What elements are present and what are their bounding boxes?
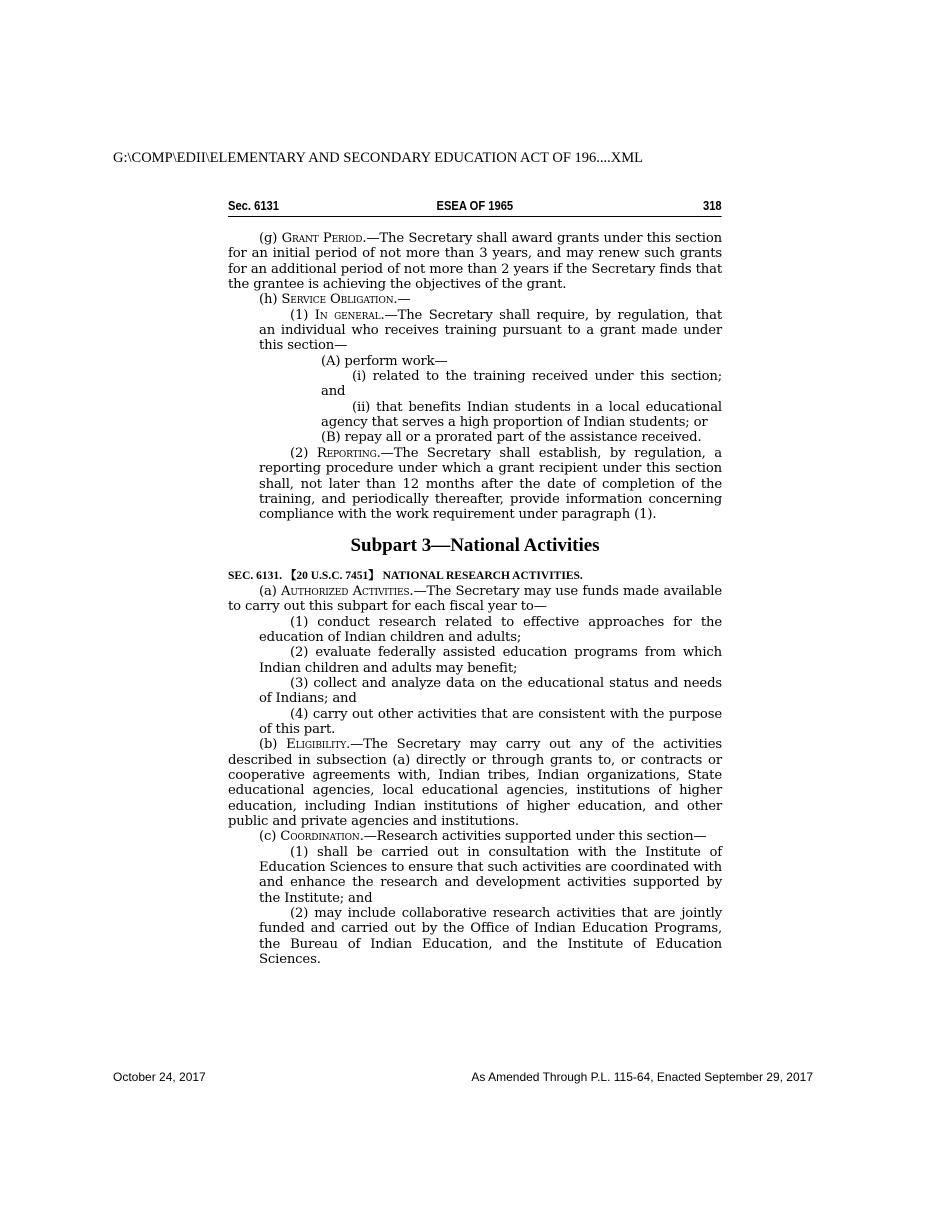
document-body (228, 231, 722, 967)
heading-service-obligation: Service Obligation (281, 292, 394, 308)
file-path: G:\COMP\EDII\ELEMENTARY AND SECONDARY EDUCATION ACT OF 196....XML (113, 150, 643, 166)
paragraph-h-2: (2) Reporting.—The Secretary shall establish, by regulation, a reporting procedure under which a grant recipient under this section shall, not later than 12 months after the date of completion of the training, and periodically thereafter, provide information concerning compliance with the work requirement under paragraph (1). (259, 445, 722, 523)
paragraph-c: (c) Coordination.—Research activities supported under this section— (259, 829, 707, 845)
footer-date: October 24, 2017 (113, 1070, 206, 1084)
header-page-number: 318 (702, 198, 722, 213)
heading-eligibility: Eligibility (286, 737, 347, 753)
paragraph-h-1: (1) In general.—The Secretary shall require, by regulation, that an individual who receives training pursuant to a grant made under this section— (259, 307, 722, 354)
paragraph-g: (g) Grant Period.—The Secretary shall award grants under this section for an initial period of not more than 3 years, and may renew such grants for an additional period of not more than 2 years if the Secretary finds that the grantee is achieving the objectives of the grant. (228, 231, 722, 293)
paragraph-h-1-A: (A) perform work— (321, 353, 448, 369)
paragraph-h: (h) Service Obligation.— (259, 292, 411, 308)
paragraph-a-1: (1) conduct research related to effective approaches for the education of Indian children and adults; (259, 614, 722, 645)
paragraph-h-1-A-i: (i) related to the training received under this section; and (321, 369, 722, 400)
paragraph-h-1-A-ii: (ii) that benefits Indian students in a local educational agency that serves a high proportion of Indian students; or (321, 399, 722, 431)
heading-authorized-activities: Authorized Activities (281, 583, 410, 599)
paragraph-a-4: (4) carry out other activities that are consistent with the purpose of this part. (259, 706, 722, 737)
paragraph-a-3: (3) collect and analyze data on the educational status and needs of Indians; and (259, 675, 722, 707)
subpart-title: Subpart 3—National Activities (350, 534, 600, 556)
header-section: Sec. 6131 (228, 198, 279, 213)
header-title: ESEA OF 1965 (436, 198, 514, 213)
running-header (228, 196, 722, 217)
heading-grant-period: Grant Period (281, 231, 363, 246)
paragraph-a: (a) Authorized Activities.—The Secretary may use funds made available to carry out this subpart for each fiscal year to— (228, 583, 722, 615)
paragraph-h-1-B: (B) repay all or a prorated part of the assistance received. (321, 430, 702, 446)
footer-amended-note: As Amended Through P.L. 115-64, Enacted September 29, 2017 (471, 1070, 813, 1084)
paragraph-c-2: (2) may include collaborative research activities that are jointly funded and carried out by the Office of Indian Education Programs, the Bureau of Indian Education, and the Institute of Education Sciences. (259, 906, 722, 968)
heading-reporting: Reporting (316, 445, 377, 461)
heading-coordination: Coordination (280, 829, 360, 845)
paragraph-c-1: (1) shall be carried out in consultation with the Institute of Education Sciences to ensure that such activities are coordinated with and enhance the research and development activities supported by the Institute; and (259, 844, 722, 906)
paragraph-b: (b) Eligibility.—The Secretary may carry out any of the activities described in subsection (a) directly or through grants to, or contracts or cooperative agreements with, Indian tribes, Indian organizations, State educational agencies, local educational agencies, institutions of higher education, including Indian institutions of higher education, and other public and private agencies and institutions. (228, 737, 722, 830)
heading-in-general: In general (314, 307, 381, 323)
section-heading: SEC. 6131. 【20 U.S.C. 7451】 NATIONAL RESEARCH ACTIVITIES. (228, 569, 583, 582)
paragraph-a-2: (2) evaluate federally assisted education programs from which Indian children and adults may benefit; (259, 645, 722, 676)
